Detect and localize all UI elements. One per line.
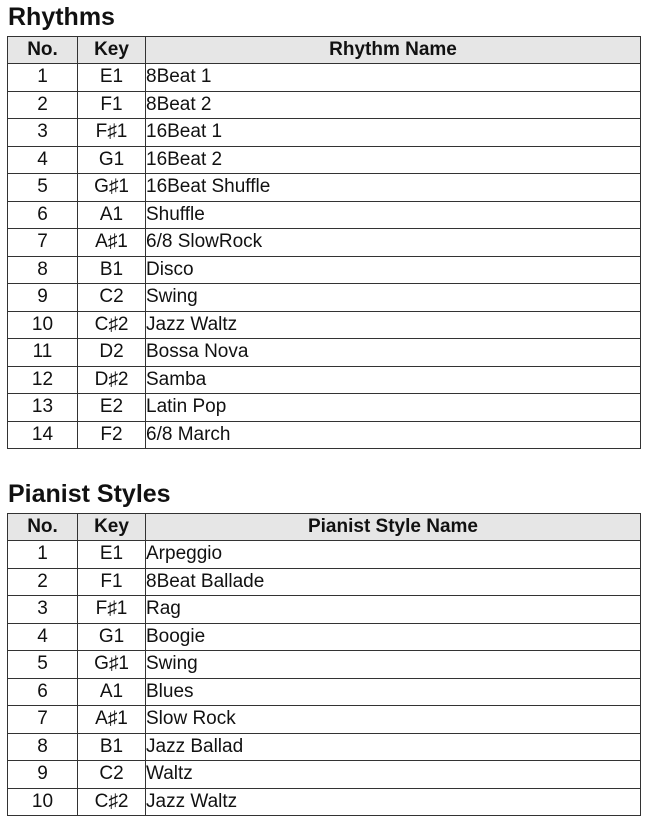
- cell-number: 6: [8, 201, 78, 229]
- cell-name: Latin Pop: [146, 394, 641, 422]
- cell-key: F1: [78, 91, 146, 119]
- cell-key: F♯1: [78, 119, 146, 147]
- cell-name: 6/8 SlowRock: [146, 229, 641, 257]
- cell-key: E1: [78, 64, 146, 92]
- cell-key: G1: [78, 146, 146, 174]
- cell-name: Shuffle: [146, 201, 641, 229]
- cell-key: F2: [78, 421, 146, 449]
- cell-number: 2: [8, 568, 78, 596]
- cell-key: C2: [78, 284, 146, 312]
- cell-name: Slow Rock: [146, 706, 641, 734]
- column-header-rhythm-name: Rhythm Name: [146, 37, 641, 64]
- cell-key: C2: [78, 761, 146, 789]
- table-row: [8, 733, 641, 761]
- pianist-styles-table: [7, 513, 641, 816]
- table-row: [8, 596, 641, 624]
- cell-number: 10: [8, 788, 78, 816]
- table-row: [8, 64, 641, 92]
- column-header-key: Key: [78, 514, 146, 541]
- cell-number: 12: [8, 366, 78, 394]
- cell-name: Disco: [146, 256, 641, 284]
- cell-number: 7: [8, 229, 78, 257]
- column-header-pianist-style-name: Pianist Style Name: [146, 514, 641, 541]
- cell-key: C♯2: [78, 788, 146, 816]
- cell-number: 2: [8, 91, 78, 119]
- table-header-row: [8, 37, 641, 64]
- cell-key: A1: [78, 201, 146, 229]
- cell-number: 9: [8, 284, 78, 312]
- cell-number: 4: [8, 623, 78, 651]
- cell-number: 13: [8, 394, 78, 422]
- table-row: [8, 678, 641, 706]
- cell-key: C♯2: [78, 311, 146, 339]
- table-row: [8, 788, 641, 816]
- cell-number: 5: [8, 174, 78, 202]
- column-header-key: Key: [78, 37, 146, 64]
- cell-name: Arpeggio: [146, 541, 641, 569]
- cell-key: G1: [78, 623, 146, 651]
- cell-name: 8Beat Ballade: [146, 568, 641, 596]
- cell-key: B1: [78, 256, 146, 284]
- column-header-no: No.: [8, 514, 78, 541]
- table-row: [8, 119, 641, 147]
- cell-name: Jazz Waltz: [146, 788, 641, 816]
- table-row: [8, 366, 641, 394]
- cell-number: 8: [8, 256, 78, 284]
- table-row: [8, 284, 641, 312]
- cell-name: 8Beat 2: [146, 91, 641, 119]
- rhythms-section-title: Rhythms: [8, 3, 115, 31]
- cell-key: A1: [78, 678, 146, 706]
- table-row: [8, 623, 641, 651]
- cell-name: Blues: [146, 678, 641, 706]
- cell-name: Bossa Nova: [146, 339, 641, 367]
- table-row: [8, 651, 641, 679]
- cell-number: 14: [8, 421, 78, 449]
- cell-name: Samba: [146, 366, 641, 394]
- cell-name: Waltz: [146, 761, 641, 789]
- cell-name: 16Beat Shuffle: [146, 174, 641, 202]
- table-row: [8, 174, 641, 202]
- table-row: [8, 339, 641, 367]
- table-row: [8, 421, 641, 449]
- column-header-no: No.: [8, 37, 78, 64]
- cell-name: 16Beat 1: [146, 119, 641, 147]
- table-row: [8, 541, 641, 569]
- table-row: [8, 568, 641, 596]
- table-row: [8, 201, 641, 229]
- cell-key: B1: [78, 733, 146, 761]
- table-row: [8, 761, 641, 789]
- cell-name: Rag: [146, 596, 641, 624]
- table-row: [8, 706, 641, 734]
- cell-name: 16Beat 2: [146, 146, 641, 174]
- pianist-styles-section-title: Pianist Styles: [8, 480, 171, 508]
- cell-name: Swing: [146, 284, 641, 312]
- cell-number: 4: [8, 146, 78, 174]
- table-row: [8, 146, 641, 174]
- cell-key: A♯1: [78, 229, 146, 257]
- cell-number: 3: [8, 596, 78, 624]
- cell-key: G♯1: [78, 174, 146, 202]
- rhythms-table: [7, 36, 641, 449]
- pianist-styles-table-body: [8, 541, 641, 816]
- cell-number: 5: [8, 651, 78, 679]
- table-row: [8, 311, 641, 339]
- cell-number: 7: [8, 706, 78, 734]
- cell-number: 1: [8, 64, 78, 92]
- cell-number: 6: [8, 678, 78, 706]
- table-header-row: [8, 514, 641, 541]
- cell-key: D2: [78, 339, 146, 367]
- cell-name: Boogie: [146, 623, 641, 651]
- cell-name: Jazz Ballad: [146, 733, 641, 761]
- cell-key: D♯2: [78, 366, 146, 394]
- cell-key: F♯1: [78, 596, 146, 624]
- cell-name: 8Beat 1: [146, 64, 641, 92]
- table-row: [8, 229, 641, 257]
- cell-key: E1: [78, 541, 146, 569]
- table-row: [8, 394, 641, 422]
- cell-number: 9: [8, 761, 78, 789]
- cell-number: 11: [8, 339, 78, 367]
- cell-key: E2: [78, 394, 146, 422]
- table-row: [8, 91, 641, 119]
- cell-number: 3: [8, 119, 78, 147]
- cell-number: 1: [8, 541, 78, 569]
- cell-key: G♯1: [78, 651, 146, 679]
- table-row: [8, 256, 641, 284]
- cell-name: Swing: [146, 651, 641, 679]
- rhythms-table-body: [8, 64, 641, 449]
- cell-name: 6/8 March: [146, 421, 641, 449]
- cell-key: F1: [78, 568, 146, 596]
- cell-number: 10: [8, 311, 78, 339]
- cell-name: Jazz Waltz: [146, 311, 641, 339]
- cell-key: A♯1: [78, 706, 146, 734]
- cell-number: 8: [8, 733, 78, 761]
